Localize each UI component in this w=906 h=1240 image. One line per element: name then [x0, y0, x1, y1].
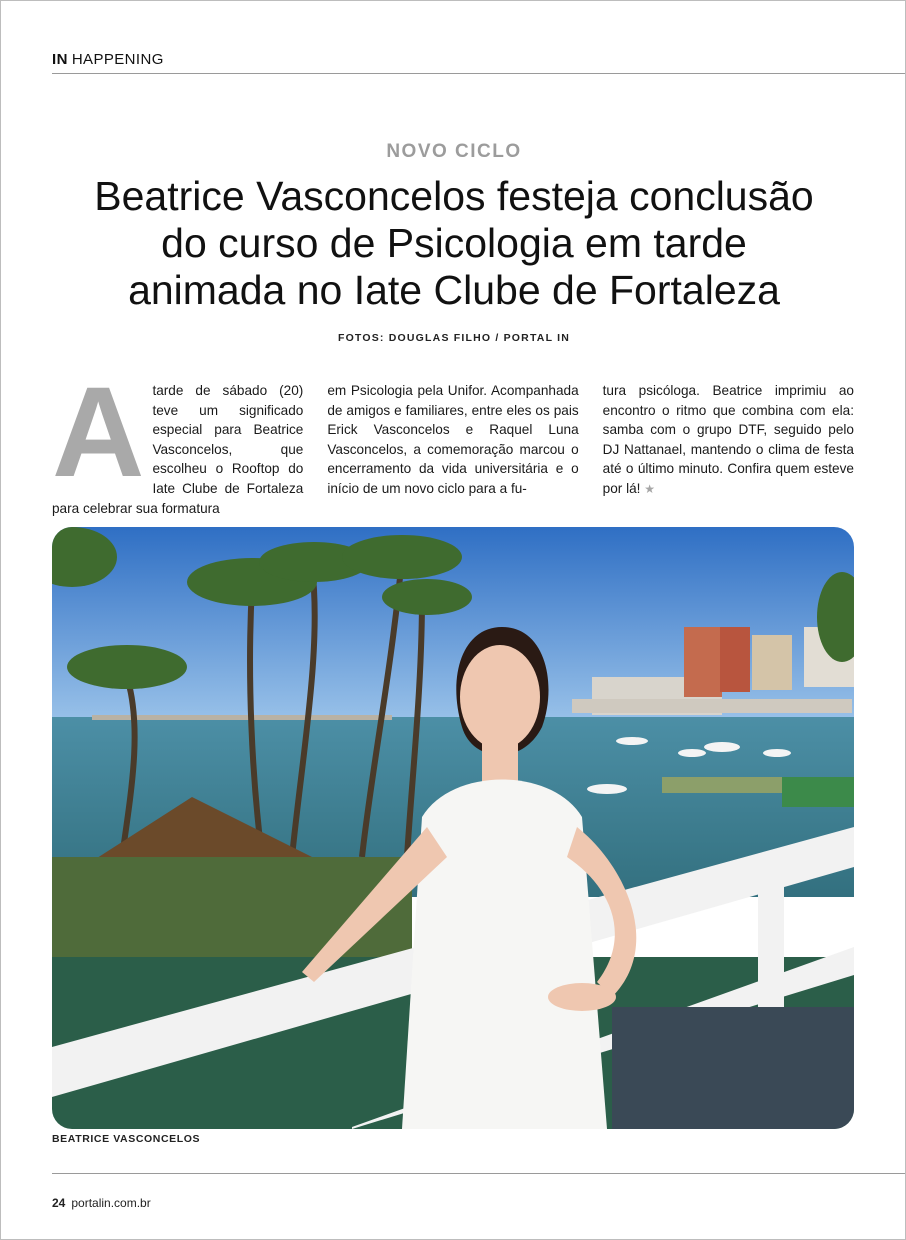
headline-line: Beatrice Vasconcelos festeja conclusão	[94, 173, 814, 219]
green-deck	[782, 777, 854, 807]
brand-label: IN	[52, 51, 68, 68]
body-column-1	[52, 361, 304, 518]
section-header	[52, 51, 164, 68]
page-footer	[52, 1196, 151, 1210]
photo-illustration	[52, 527, 854, 1129]
drop-cap: A	[52, 361, 145, 504]
body-text-3: tura psicóloga. Beatrice imprimiu ao encontro o ritmo que combina com ela: samba com o grupo DTF, seguido pelo DJ Nattanael, mantendo o clima de festa até o último minuto. Confira quem esteve por lá!	[602, 383, 854, 496]
article-headline	[41, 173, 867, 314]
footer-divider	[52, 1173, 905, 1174]
section-label: HAPPENING	[71, 51, 164, 68]
headline-line: animada no Iate Clube de Fortaleza	[128, 267, 780, 313]
body-column-2	[327, 381, 578, 518]
balcony-floor	[612, 1007, 854, 1129]
body-text-1: tarde de sábado (20) teve um significado especial para Beatrice Vasconcelos, que escolheu o Rooftop do Iate Clube de Fortaleza para celebrar sua formatura	[52, 383, 304, 516]
article-kicker: NOVO CICLO	[386, 141, 522, 162]
feature-photo	[52, 527, 854, 1129]
end-mark-star-icon: ★	[644, 481, 655, 496]
body-text-2: em Psicologia pela Unifor. Acompanhada de amigos e familiares, entre eles os pais Erick Vasconcelos e Raquel Luna Vasconcelos, a comemoração marcou o encerramento da vida universitária e o início de um novo ciclo para a fu-	[327, 383, 579, 496]
article-body	[52, 361, 854, 518]
site-url: portalin.com.br	[71, 1196, 151, 1210]
body-column-3	[603, 381, 854, 518]
floating-dock	[662, 777, 792, 793]
page-number: 24	[52, 1196, 66, 1210]
header-divider	[52, 73, 905, 74]
photo-caption: BEATRICE VASCONCELOS	[52, 1133, 201, 1145]
photo-credit: FOTOS: DOUGLAS FILHO / PORTAL IN	[337, 332, 571, 344]
headline-line: do curso de Psicologia em tarde	[161, 220, 747, 266]
